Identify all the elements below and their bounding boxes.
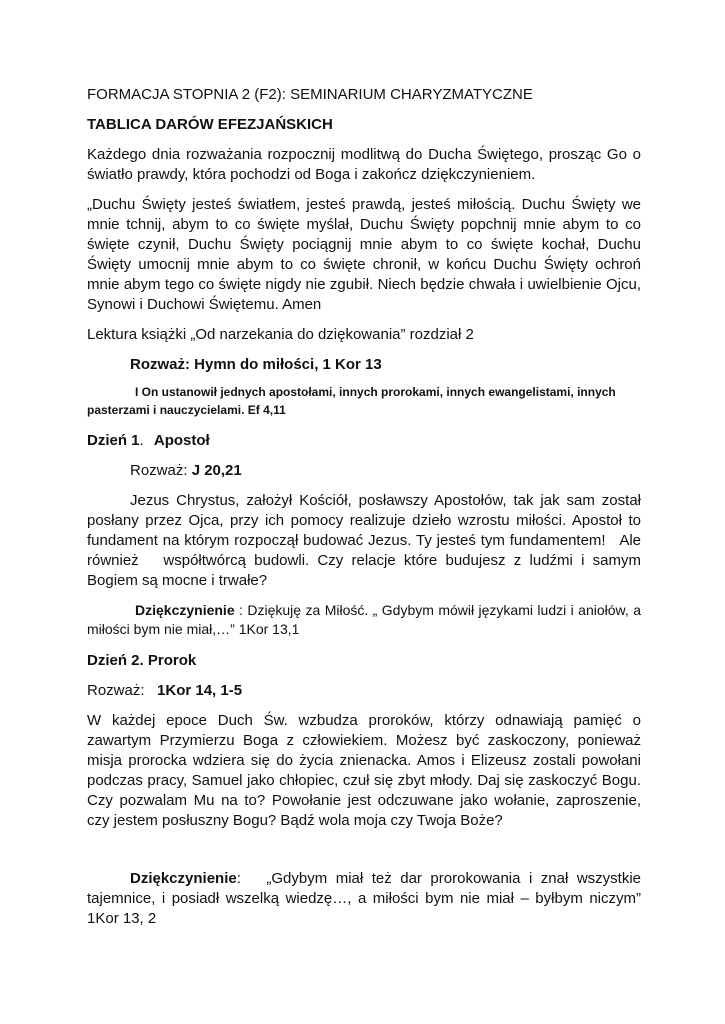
day1-thanks-text: : Dziękuję za Miłość. „ Gdybym mówił językami ludzi i aniołów, a miłości bym nie miał,…” 1Kor 13,1 (87, 602, 641, 637)
day1-consider-label: Rozważ: (130, 462, 192, 479)
day2-heading: Dzień 2. Prorok (87, 652, 197, 669)
intro-paragraph: Każdego dnia rozważania rozpocznij modlitwą do Ducha Świętego, prosząc Go o światło prawdy, która pochodzi od Boga i zakończ dziękczynieniem. (87, 146, 641, 183)
day1-thanksgiving (87, 601, 641, 639)
scripture-quote: I On ustanowił jednych apostołami, innych prorokami, innych ewangelistami, innych pasterzami i nauczycielami. Ef 4,11 (87, 385, 616, 417)
day1-thanks-label: Dziękczynienie (135, 602, 235, 618)
day1-consider (87, 461, 641, 481)
day1-body: Jezus Chrystus, założył Kościół, posławszy Apostołów, tak jak sam został posłany przez Ojca, przy ich pomocy realizuje dzieło wzrostu miłości. Apostoł to fundament na którym rozpoczął budować Jezus. Ty jesteś tym fundamentem! Ale również współtwórcą budowli. Czy relacje które budujesz z ludźmi i samym Bogiem są mocne i trwałe? (87, 492, 646, 589)
document-title: TABLICA DARÓW EFEZJAŃSKICH (87, 116, 333, 133)
day1-label: Dzień 1 (87, 432, 140, 449)
day2-thanksgiving (87, 869, 646, 929)
prayer-paragraph: „Duchu Święty jesteś światłem, jesteś prawdą, jesteś miłością. Duchu Święty we mnie tchnij, abym to co święte myślał, Duchu Święty popchnij mnie abym to co święte czynił, Duchu Święty pociągnij mnie abym to co święte kochał, Duchu Święty umocnij mnie abym to co święte chronił, w końcu Duchu Święty ochroń mnie abym tego co święte nigdy nie zgubił. Niech będzie chwała i uwielbienie Ojcu, Synowi i Duchowi Świętemu. Amen (87, 196, 641, 313)
day2-thanks-text: : „Gdybym miał też dar prorokowania i znał wszystkie tajemnice, i posiadł wszelką wiedzę…, a miłości bym nie miał – byłbym niczym” 1Kor 13, 2 (87, 870, 646, 927)
hymn-heading: Rozważ: Hymn do miłości, 1 Kor 13 (130, 356, 382, 373)
day1-title: Apostoł (153, 432, 210, 449)
day1-consider-ref: J 20,21 (191, 462, 242, 479)
day2-consider-label: Rozważ: (87, 682, 158, 699)
reading-assignment: Lektura książki „Od narzekania do dziękowania” rozdział 2 (87, 326, 474, 343)
day2-consider-ref: 1Kor 14, 1-5 (157, 682, 243, 699)
day2-consider (87, 681, 641, 701)
day1-separator: . (139, 432, 144, 449)
day1-heading (87, 431, 641, 451)
day2-thanks-label: Dziękczynienie (130, 870, 237, 887)
document-header: FORMACJA STOPNIA 2 (F2): SEMINARIUM CHARYZMATYCZNE (87, 86, 533, 103)
document-page (87, 85, 646, 929)
day2-body: W każdej epoce Duch Św. wzbudza proroków, którzy odnawiają pamięć o zawartym Przymierzu Boga z człowiekiem. Możesz być zaskoczony, ponieważ misja prorocka wdziera się do życia znienacka. Amos i Elizeusz zostali powołani podczas pracy, Samuel jako chłopiec, czuł się zbyt młody. Daj się zaskoczyć Bogu. Czy pozwalam Mu na to? Powołanie jest odczuwane jako wołanie, zaproszenie, czy jestem posłuszny Bogu? Bądź wola moja czy Twoja Boże? (87, 712, 641, 829)
